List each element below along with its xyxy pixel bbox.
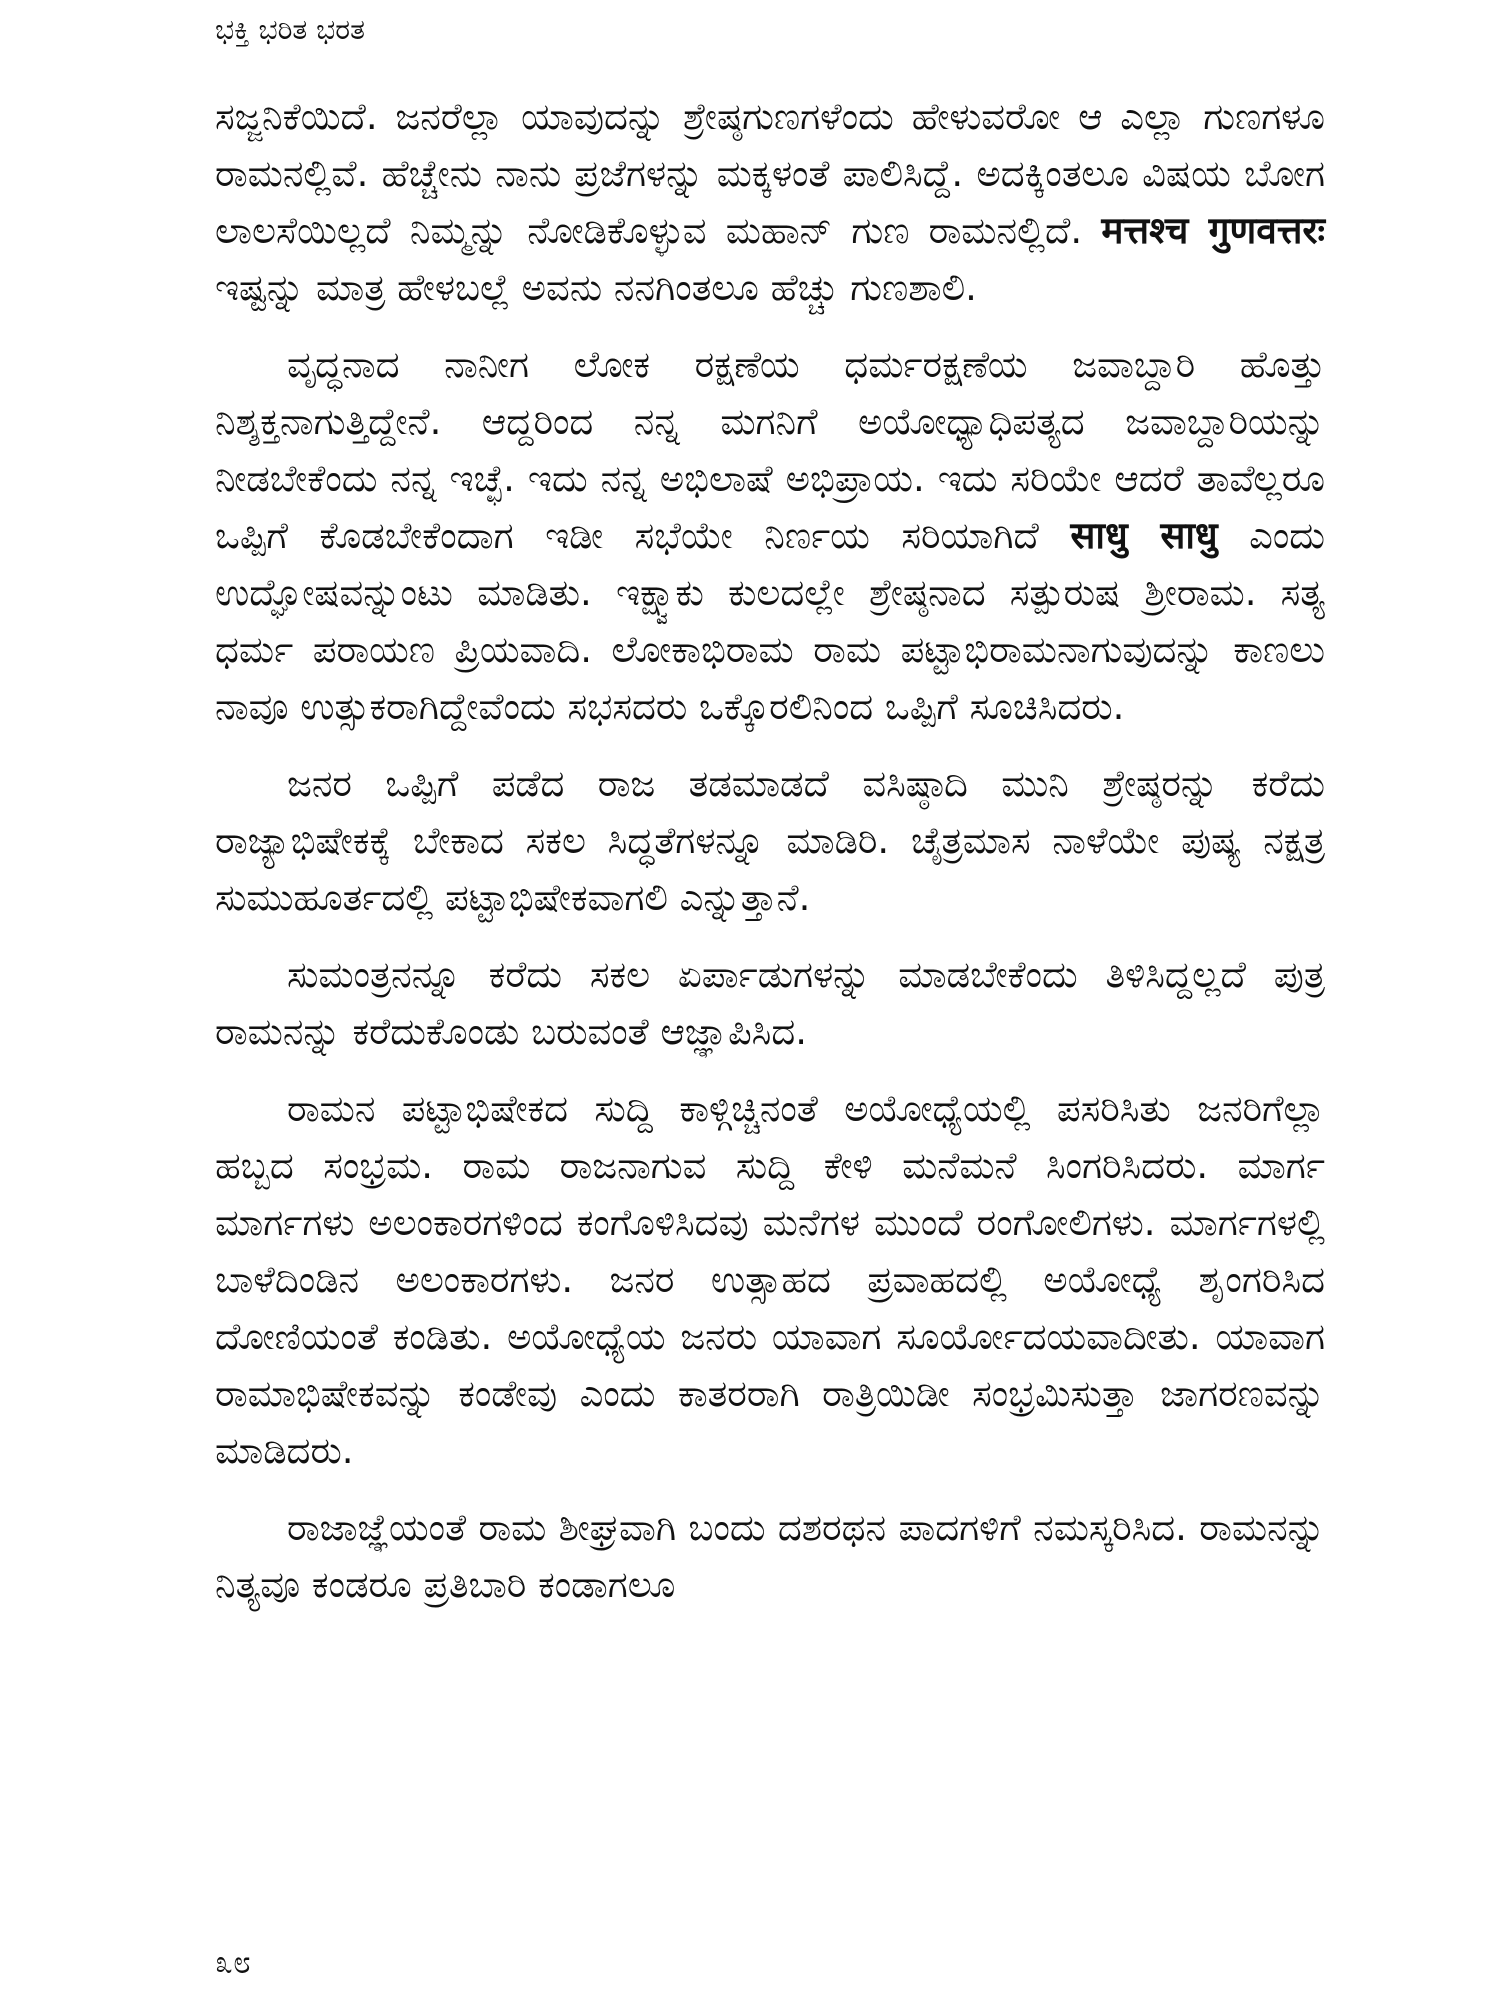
text-body	[215, 88, 1325, 1633]
paragraph-1-text-end: ಇಷ್ಟನ್ನು ಮಾತ್ರ ಹೇಳಬಲ್ಲೆ ಅವನು ನನಗಿಂತಲೂ ಹೆಚ್ಚು ಗುಣಶಾಲಿ.	[215, 266, 977, 309]
paragraph-1	[215, 88, 1325, 316]
paragraph-2-text-end: ಎಂದು ಉದ್ಘೋಷವನ್ನುಂಟು ಮಾಡಿತು. ಇಕ್ಷ್ವಾಕು ಕುಲದಲ್ಲೇ ಶ್ರೇಷ್ಠನಾದ ಸತ್ಪುರುಷ ಶ್ರೀರಾಮ. ಸತ್ಯ ಧರ್ಮ ಪರಾಯಣ ಪ್ರಿಯವಾದಿ. ಲೋಕಾಭಿರಾಮ ರಾಮ ಪಟ್ಟಾಭಿರಾಮನಾಗುವುದನ್ನು ಕಾಣಲು ನಾವೂ ಉತ್ಸುಕರಾಗಿದ್ದೇವೆಂದು ಸಭಸದರು ಒಕ್ಕೊರಲಿನಿಂದ ಒಪ್ಪಿಗೆ ಸೂಚಿಸಿದರು.	[215, 514, 1325, 728]
paragraph-2-text-start: ವೃದ್ಧನಾದ ನಾನೀಗ ಲೋಕ ರಕ್ಷಣೆಯ ಧರ್ಮರಕ್ಷಣೆಯ ಜವಾಬ್ದಾರಿ ಹೊತ್ತು ನಿಶ್ಶಕ್ತನಾಗುತ್ತಿದ್ದೇನೆ. ಆದ್ದರಿಂದ ನನ್ನ ಮಗನಿಗೆ ಅಯೋಧ್ಯಾಧಿಪತ್ಯದ ಜವಾಬ್ದಾರಿಯನ್ನು ನೀಡಬೇಕೆಂದು ನನ್ನ ಇಚ್ಛೆ. ಇದು ನನ್ನ ಅಭಿಲಾಷೆ ಅಭಿಪ್ರಾಯ. ಇದು ಸರಿಯೇ ಆದರೆ ತಾವೆಲ್ಲರೂ ಒಪ್ಪಿಗೆ ಕೊಡಬೇಕೆಂದಾಗ ಇಡೀ ಸಭೆಯೇ ನಿರ್ಣಯ ಸರಿಯಾಗಿದೆ	[215, 343, 1325, 557]
paragraph-3: ಜನರ ಒಪ್ಪಿಗೆ ಪಡೆದ ರಾಜ ತಡಮಾಡದೆ ವಸಿಷ್ಠಾದಿ ಮುನಿ ಶ್ರೇಷ್ಠರನ್ನು ಕರೆದು ರಾಜ್ಯಾಭಿಷೇಕಕ್ಕೆ ಬೇಕಾದ ಸಕಲ ಸಿದ್ಧತೆಗಳನ್ನೂ ಮಾಡಿರಿ. ಚೈತ್ರಮಾಸ ನಾಳೆಯೇ ಪುಷ್ಯ ನಕ್ಷತ್ರ ಸುಮುಹೂರ್ತದಲ್ಲಿ ಪಟ್ಟಾಭಿಷೇಕವಾಗಲಿ ಎನ್ನುತ್ತಾನೆ.	[215, 762, 1325, 919]
sanskrit-quote: मत्तश्च गुणवत्तरः	[1101, 209, 1325, 252]
paragraph-1-text-start: ಸಜ್ಜನಿಕೆಯಿದೆ. ಜನರೆಲ್ಲಾ ಯಾವುದನ್ನು ಶ್ರೇಷ್ಠಗುಣಗಳೆಂದು ಹೇಳುವರೋ ಆ ಎಲ್ಲಾ ಗುಣಗಳೂ ರಾಮನಲ್ಲಿವೆ. ಹೆಚ್ಚೇನು ನಾನು ಪ್ರಜೆಗಳನ್ನು ಮಕ್ಕಳಂತೆ ಪಾಲಿಸಿದ್ದೆ. ಅದಕ್ಕಿಂತಲೂ ವಿಷಯ ಬೋಗ ಲಾಲಸೆಯಿಲ್ಲದೆ ನಿಮ್ಮನ್ನು ನೋಡಿಕೊಳ್ಳುವ ಮಹಾನ್ ಗುಣ ರಾಮನಲ್ಲಿದೆ.	[215, 95, 1325, 252]
paragraph-2	[215, 336, 1325, 735]
paragraph-4: ಸುಮಂತ್ರನನ್ನೂ ಕರೆದು ಸಕಲ ಏರ್ಪಾಡುಗಳನ್ನು ಮಾಡಬೇಕೆಂದು ತಿಳಿಸಿದ್ದಲ್ಲದೆ ಪುತ್ರ ರಾಮನನ್ನು ಕರೆದುಕೊಂಡು ಬರುವಂತೆ ಆಜ್ಞಾಪಿಸಿದ.	[215, 953, 1325, 1053]
paragraph-6: ರಾಜಾಜ್ಞೆಯಂತೆ ರಾಮ ಶೀಘ್ರವಾಗಿ ಬಂದು ದಶರಥನ ಪಾದಗಳಿಗೆ ನಮಸ್ಕರಿಸಿದ. ರಾಮನನ್ನು ನಿತ್ಯವೂ ಕಂಡರೂ ಪ್ರತಿಬಾರಿ ಕಂಡಾಗಲೂ	[215, 1506, 1325, 1606]
running-header: ಭಕ್ತಿ ಭರಿತ ಭರತ	[215, 13, 365, 46]
page-number: ೩೮	[215, 1943, 251, 1981]
sanskrit-quote: साधु साधु	[1070, 514, 1218, 557]
paragraph-5: ರಾಮನ ಪಟ್ಟಾಭಿಷೇಕದ ಸುದ್ದಿ ಕಾಳ್ಗಿಚ್ಚಿನಂತೆ ಅಯೋಧ್ಯೆಯಲ್ಲಿ ಪಸರಿಸಿತು ಜನರಿಗೆಲ್ಲಾ ಹಬ್ಬದ ಸಂಭ್ರಮ. ರಾಮ ರಾಜನಾಗುವ ಸುದ್ದಿ ಕೇಳಿ ಮನೆಮನೆ ಸಿಂಗರಿಸಿದರು. ಮಾರ್ಗ ಮಾರ್ಗಗಳು ಅಲಂಕಾರಗಳಿಂದ ಕಂಗೊಳಿಸಿದವು ಮನೆಗಳ ಮುಂದೆ ರಂಗೋಲಿಗಳು. ಮಾರ್ಗಗಳಲ್ಲಿ ಬಾಳೆದಿಂಡಿನ ಅಲಂಕಾರಗಳು. ಜನರ ಉತ್ಸಾಹದ ಪ್ರವಾಹದಲ್ಲಿ ಅಯೋಧ್ಯೆ ಶೃಂಗರಿಸಿದ ದೋಣಿಯಂತೆ ಕಂಡಿತು. ಅಯೋಧ್ಯೆಯ ಜನರು ಯಾವಾಗ ಸೂರ್ಯೋದಯವಾದೀತು. ಯಾವಾಗ ರಾಮಾಭಿಷೇಕವನ್ನು ಕಂಡೇವು ಎಂದು ಕಾತರರಾಗಿ ರಾತ್ರಿಯಿಡೀ ಸಂಭ್ರಮಿಸುತ್ತಾ ಜಾಗರಣವನ್ನು ಮಾಡಿದರು.	[215, 1087, 1325, 1472]
